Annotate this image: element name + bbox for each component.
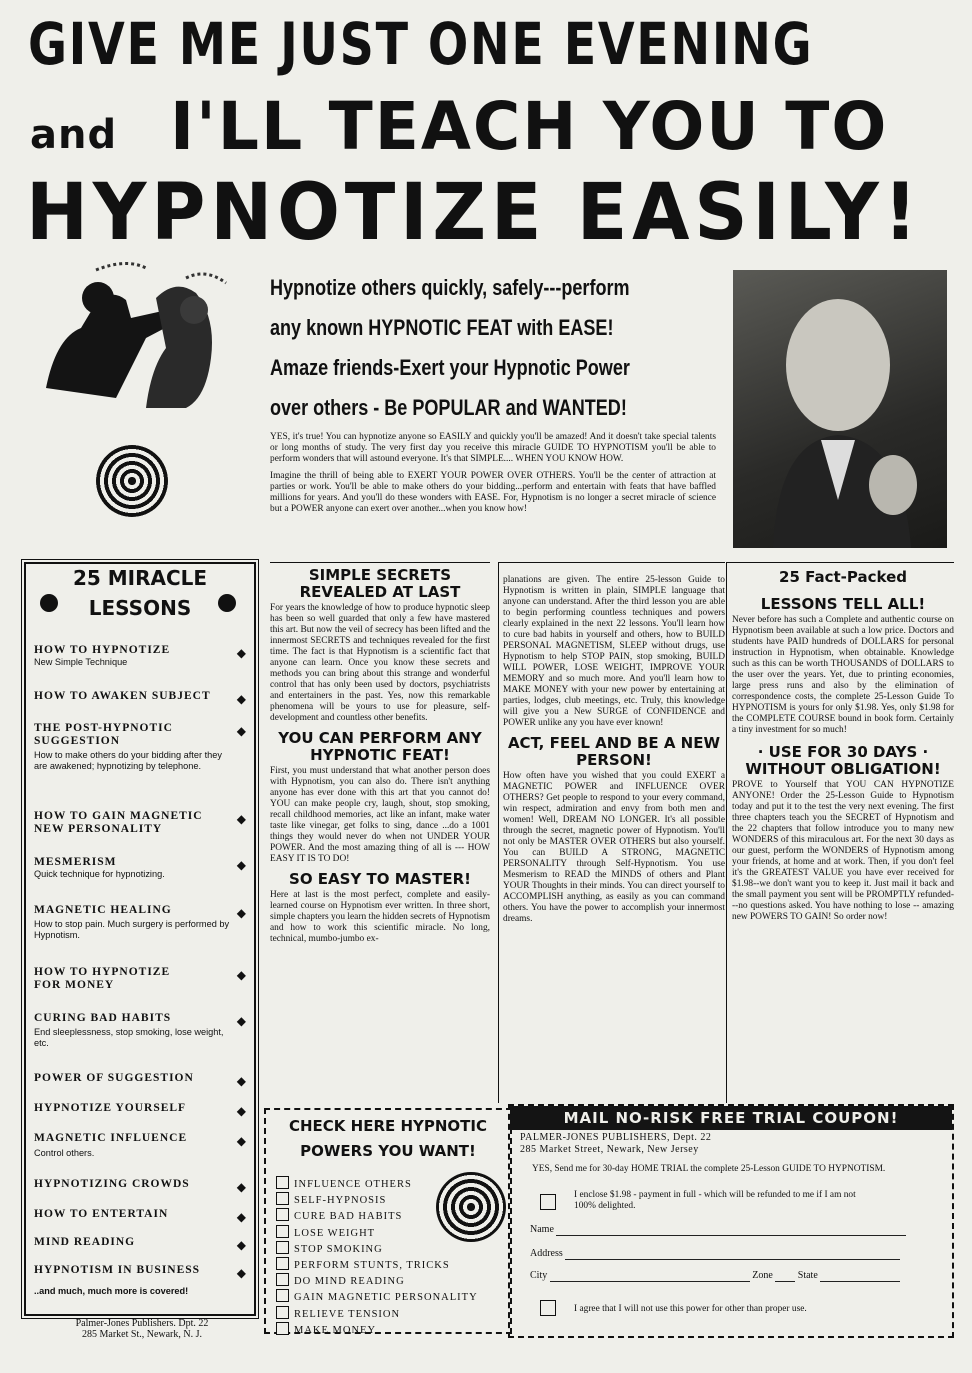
tagline-line: any known HYPNOTIC FEAT with EASE! [270, 315, 614, 340]
lessons-more: ..and much, much more is covered! [34, 1286, 189, 1296]
checkbox[interactable] [276, 1273, 289, 1286]
section-heading: YOU CAN PERFORM ANY HYPNOTIC FEAT! [278, 729, 482, 764]
address-line[interactable] [565, 1248, 900, 1260]
spiral-target-icon [96, 445, 168, 517]
arrow-icon: ◆ [236, 1266, 246, 1280]
lesson-item: HOW TO HYPNOTIZE FOR MONEY ◆ [34, 966, 246, 991]
arrow-icon: ◆ [236, 968, 246, 982]
coupon-yes-text: YES, Send me for 30-day HOME TRIAL the complete 25-Lesson GUIDE TO HYPNOTISM. [532, 1164, 886, 1174]
section-paragraph: For years the knowledge of how to produce hypnotic sleep has been so well guarded that only a few have mastered this art. But now the veil of secrecy has been lifted and the innermost SECRETS and techniques revealed for the first time. The fact is that Hypnotism is a scientific fact that anyone can learn. Once you know these secrets and methods you can bring about this strange and wonderful control that has only been used by doctors, psychiatrists and entertainers in the past. Yes, now this remarkable phenomena will be yours to use for pleasure, self-development and countless other benefits. [270, 603, 490, 723]
publisher-footer: Palmer-Jones Publishers. Dpt. 22 285 Market St., Newark, N. J. [75, 1318, 209, 1340]
tagline [270, 268, 730, 428]
zone-line[interactable] [775, 1270, 795, 1282]
arrow-icon: ◆ [236, 724, 246, 738]
lesson-item: HOW TO GAIN MAGNETIC NEW PERSONALITY ◆ [34, 810, 246, 835]
lesson-item: HOW TO ENTERTAIN ◆ [34, 1208, 246, 1224]
coupon-agree-text: I agree that I will not use this power for other than proper use. [574, 1304, 807, 1314]
checkbox[interactable] [276, 1192, 289, 1205]
section-paragraph: How often have you wished that you could EXERT a MAGNETIC POWER and INFLUENCE OVER OTHERS? Get people to respond to your every command, win respect, admiration and envy from both men and women! Well, DREAM NO LONGER. It's all possible through the secret, magnetic power of Hypnotism. You'll not only be MASTER OVER OTHERS but also yourself. You can BUILD A STRONG, MAGNETIC PERSONALITY through Self-Hypnotism. You use Mesmerism to READ the MINDS of others and Plant YOUR Thoughts in their minds. You can direct yourself to ACCOMPLISH anything, as easily as you can command others. You have the power to accomplish your innermost dreams. [503, 771, 725, 924]
power-option[interactable]: STOP SMOKING [276, 1241, 478, 1257]
arrow-icon: ◆ [236, 692, 246, 706]
checkbox[interactable] [276, 1225, 289, 1238]
section-paragraph: Never before has such a Complete and authentic course on Hypnotism been available at such a low price. Doctors and students have PAID hundreds of DOLLARS for personal instruction in Hypnotism, when obtainable. Knowledge such as this can be worth THOUSANDS of DOLLARS to the user over the years. Yet, due to printing economies, large press runs and also by the elimination of correspondence costs, the complete 25-Lesson Guide To HYPNOTISM is yours for only $1.98. Yes, only $1.98 for the COMPLETE COURSE bound in book form. Certainly a tiny investment for so much! [732, 615, 954, 735]
arrow-icon: ◆ [236, 858, 246, 872]
lesson-item: HYPNOTIZING CROWDS ◆ [34, 1178, 246, 1194]
checkbox[interactable] [276, 1322, 289, 1335]
name-field[interactable] [530, 1224, 920, 1236]
power-option[interactable]: RELIEVE TENSION [276, 1306, 478, 1322]
checkbox[interactable] [276, 1306, 289, 1319]
power-option[interactable]: CURE BAD HABITS [276, 1208, 478, 1224]
tagline-line: Amaze friends-Exert your Hypnotic Power [270, 355, 630, 380]
lesson-item: MIND READING ◆ [34, 1236, 246, 1252]
address-label: Address [530, 1248, 563, 1259]
powers-list [276, 1176, 478, 1338]
arrow-icon: ◆ [236, 1180, 246, 1194]
checkbox[interactable] [276, 1257, 289, 1270]
section-paragraph: Here at last is the most perfect, complete and easily-learned course on Hypnotism ever written. In three short, simple chapters you learn the hidden secrets of Hypnotism and how to work this scientific miracle. No long, technical, mumbo-jumbo ex- [270, 890, 490, 944]
lessons-box [24, 562, 256, 1316]
lesson-item: THE POST-HYPNOTIC SUGGESTION How to make others do your bidding after they are awakened; hypnotizing by telephone. ◆ [34, 722, 246, 771]
arrow-icon: ◆ [236, 646, 246, 660]
headline-line-2: I'LL TEACH YOU TO [170, 88, 889, 165]
section-paragraph: First, you must understand that what another person does with Hypnotism, you can also do. There isn't anything anyone has ever done with this art that you cannot do! YOU can make people cry, laugh, shout, stop smoking, recall childhood memories, act like an infant, make water taste like vinegar, get folks to sing, dance ...do a 1001 things they would never do when not UNDER YOUR POWER. And the most amazing thing of all is --- HOW EASY IT IS TO DO! [270, 766, 490, 864]
power-option[interactable]: PERFORM STUNTS, TRICKS [276, 1257, 478, 1273]
lesson-item: MAGNETIC HEALING How to stop pain. Much surgery is performed by Hypnotism. ◆ [34, 904, 246, 940]
trial-coupon [508, 1104, 954, 1338]
agree-checkbox[interactable] [540, 1300, 556, 1316]
headline-line-1: GIVE ME JUST ONE EVENING [28, 10, 814, 78]
payment-checkbox[interactable] [540, 1194, 556, 1210]
lesson-item: MESMERISM Quick technique for hypnotizing. ◆ [34, 856, 246, 879]
section-heading: SIMPLE SECRETS REVEALED AT LAST [299, 566, 461, 601]
arrow-icon: ◆ [236, 1104, 246, 1118]
power-option[interactable]: SELF-HYPNOSIS [276, 1192, 478, 1208]
headline-line-3: HYPNOTIZE EASILY! [26, 168, 923, 258]
column-simple-secrets [270, 562, 490, 1103]
name-line[interactable] [556, 1224, 906, 1236]
zone-label: Zone [752, 1270, 773, 1281]
address-field[interactable] [530, 1248, 920, 1260]
section-heading: ACT, FEEL AND BE A NEW PERSON! [507, 734, 721, 769]
name-label: Name [530, 1224, 554, 1235]
lesson-item: HOW TO AWAKEN SUBJECT ◆ [34, 690, 246, 706]
intro-paragraph: Imagine the thrill of being able to EXERT YOUR POWER OVER OTHERS. You'll be the center of attraction at parties or work. You'll be able to make others do your bidding...perform and entertain with feats that have baffled millions for years. And you'll do these wonders with EASE. For, Hypnotism is no longer a secret miracle of science but a POWER anyone can exert over another...when you know how! [270, 471, 716, 514]
lesson-item: CURING BAD HABITS End sleeplessness, stop smoking, lose weight, etc. ◆ [34, 1012, 246, 1048]
arrow-icon: ◆ [236, 812, 246, 826]
arrow-icon: ◆ [236, 1238, 246, 1252]
intro-paragraph: YES, it's true! You can hypnotize anyone so EASILY and quickly you'll be amazed! And it doesn't take special talents or long months of study. The very first day you receive this miracle GUIDE TO HYPNOTISM you'll be able to perform wonders that will astound everyone. It's that SIMPLE.... WHEN YOU KNOW HOW. [270, 432, 716, 464]
column-act-feel [498, 562, 725, 1103]
arrow-icon: ◆ [236, 1210, 246, 1224]
checkbox[interactable] [276, 1289, 289, 1302]
tagline-line: Hypnotize others quickly, safely---perform [270, 275, 630, 300]
arrow-icon: ◆ [236, 1134, 246, 1148]
arrow-icon: ◆ [236, 906, 246, 920]
city-zone-state-field[interactable] [530, 1270, 930, 1282]
intro-text [270, 432, 716, 515]
lessons-title: LESSONS [88, 596, 192, 620]
power-option[interactable]: INFLUENCE OTHERS [276, 1176, 478, 1192]
section-heading: · USE FOR 30 DAYS · WITHOUT OBLIGATION! [745, 743, 941, 778]
lesson-item: HOW TO HYPNOTIZE New Simple Technique ◆ [34, 644, 246, 667]
coupon-address: PALMER-JONES PUBLISHERS, Dept. 22 285 Market Street, Newark, New Jersey [520, 1132, 712, 1155]
lessons-title: 25 MIRACLE [72, 566, 208, 590]
power-option[interactable]: MAKE MONEY [276, 1322, 478, 1338]
checkbox[interactable] [276, 1176, 289, 1189]
check-box-title: POWERS YOU WANT! [300, 1142, 476, 1160]
check-box-title: CHECK HERE HYPNOTIC [288, 1117, 488, 1135]
section-paragraph: PROVE to Yourself that YOU CAN HYPNOTIZE ANYONE! Order the 25-Lesson Guide to Hypnotism today and put it to the test the very next evening. The first three chapters teach you the SECRET of Hypnotism and the 22 chapters that follow introduce you to many new WONDERS of this miraculous art. For the next 30 days as our guest, perform the WONDERS of Hypnotism among your friends, at home and at work. Then, if you don't feel it's the GREATEST VALUE you have ever received for $1.98--we don't want you to keep it. Just mail it back and the small payment you sent will be PROMPTLY refunded---no questions asked. You have nothing to lose -- amazing new POWERS TO GAIN! So order now! [732, 780, 954, 922]
section-heading: 25 Fact-Packed [779, 568, 907, 586]
checkbox[interactable] [276, 1208, 289, 1221]
headline-and: and [30, 112, 118, 158]
city-line[interactable] [550, 1270, 750, 1282]
power-option[interactable]: GAIN MAGNETIC PERSONALITY [276, 1289, 478, 1305]
state-label: State [797, 1270, 818, 1281]
power-option[interactable]: LOSE WEIGHT [276, 1225, 478, 1241]
hypnotist-illustration [36, 258, 258, 413]
section-heading: SO EASY TO MASTER! [289, 870, 471, 888]
lesson-item: MAGNETIC INFLUENCE Control others. ◆ [34, 1132, 246, 1158]
coupon-title: MAIL NO-RISK FREE TRIAL COUPON! [510, 1106, 952, 1130]
tagline-line: over others - Be POPULAR and WANTED! [270, 395, 627, 420]
arrow-icon: ◆ [236, 1014, 246, 1028]
column-fact-packed [726, 562, 954, 1103]
lesson-item: HYPNOTIZE YOURSELF ◆ [34, 1102, 246, 1118]
section-paragraph: planations are given. The entire 25-lesson Guide to Hypnotism is written in plain, SIMPLE language that anyone can understand. After the third lesson you are able to begin performing countless techniques and powers clearly explained in the next 22 lessons. You'll learn how to cure bad habits in yourself and others, how to BUILD PERSONAL MAGNETISM, SLEEP without drugs, use Hypnotism to help STOP PAIN, stop smoking, BUILD WILL POWER, LOSE WEIGHT, IMPROVE YOUR MEMORY and so much more. And you'll learn how to MAKE MONEY with your new power by entertaining at parties, lodges, club meetings, etc. Truly, this knowledge will give you a New SURGE of CONFIDENCE and POWER unlike any you have ever known! [503, 575, 725, 728]
author-portrait [733, 270, 947, 548]
section-heading: LESSONS TELL ALL! [760, 595, 926, 613]
arrow-icon: ◆ [236, 1074, 246, 1088]
lesson-item: POWER OF SUGGESTION ◆ [34, 1072, 246, 1088]
state-line[interactable] [820, 1270, 900, 1282]
power-option[interactable]: DO MIND READING [276, 1273, 478, 1289]
lesson-item: HYPNOTISM IN BUSINESS ◆ [34, 1264, 246, 1280]
coupon-enclose-text: I enclose $1.98 - payment in full - which will be refunded to me if I am not 100% delighted. [574, 1190, 856, 1211]
city-label: City [530, 1270, 548, 1281]
check-powers-box [264, 1108, 512, 1334]
checkbox[interactable] [276, 1241, 289, 1254]
